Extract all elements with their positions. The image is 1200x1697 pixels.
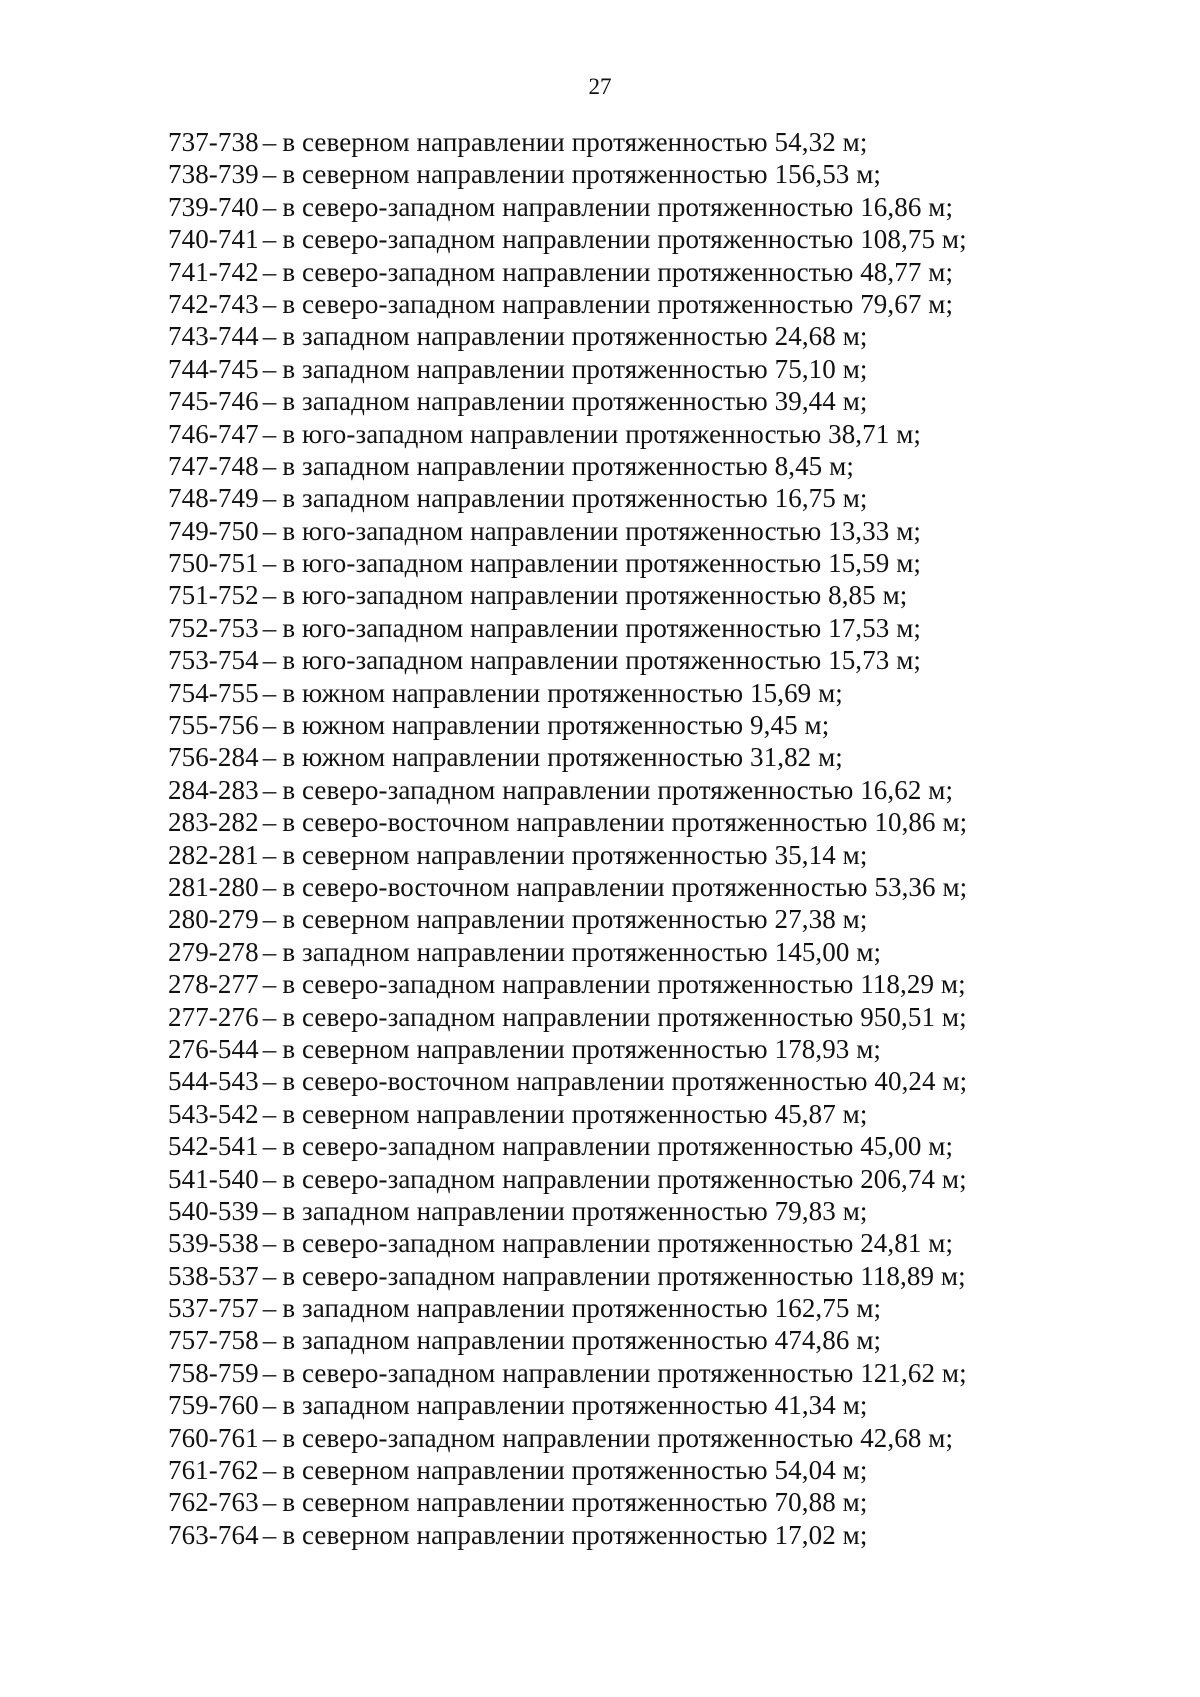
list-item xyxy=(168,709,1068,741)
segment-id: 740-741 xyxy=(168,224,259,255)
list-item xyxy=(168,288,1068,320)
dash-separator: – xyxy=(262,515,277,546)
dash-separator: – xyxy=(262,483,277,514)
segment-description: в северо-западном направлении протяженностью 16,86 м; xyxy=(282,191,954,222)
segment-id: 542-541 xyxy=(168,1131,259,1162)
dash-separator: – xyxy=(262,224,277,255)
segment-description: в южном направлении протяженностью 9,45 м; xyxy=(282,710,830,741)
dash-separator: – xyxy=(262,1195,277,1226)
segment-id: 279-278 xyxy=(168,936,259,967)
list-item xyxy=(168,547,1068,579)
segment-id: 738-739 xyxy=(168,159,259,190)
segment-description: в западном направлении протяженностью 39,44 м; xyxy=(282,386,868,417)
segment-id: 752-753 xyxy=(168,612,259,643)
list-item xyxy=(168,774,1068,806)
segment-id: 541-540 xyxy=(168,1163,259,1194)
segment-id: 757-758 xyxy=(168,1325,259,1356)
segment-id: 543-542 xyxy=(168,1098,259,1129)
list-item xyxy=(168,1324,1068,1356)
segment-id: 280-279 xyxy=(168,904,259,935)
list-item xyxy=(168,1098,1068,1130)
dash-separator: – xyxy=(262,450,277,481)
dash-separator: – xyxy=(262,1519,277,1550)
dash-separator: – xyxy=(262,612,277,643)
list-item xyxy=(168,1033,1068,1065)
segment-id: 755-756 xyxy=(168,710,259,741)
dash-separator: – xyxy=(262,1487,277,1518)
list-item xyxy=(168,1001,1068,1033)
segment-description: в юго-западном направлении протяженностью 15,59 м; xyxy=(282,548,921,579)
list-item xyxy=(168,126,1068,158)
segment-description: в северо-западном направлении протяженностью 206,74 м; xyxy=(282,1163,967,1194)
dash-separator: – xyxy=(262,677,277,708)
list-item xyxy=(168,1422,1068,1454)
dash-separator: – xyxy=(262,127,277,157)
segment-description: в северо-западном направлении протяженностью 42,68 м; xyxy=(282,1422,954,1453)
segment-id: 742-743 xyxy=(168,288,259,319)
segment-id: 739-740 xyxy=(168,191,259,222)
list-item xyxy=(168,1389,1068,1421)
dash-separator: – xyxy=(262,191,277,222)
segment-description: в западном направлении протяженностью 16,75 м; xyxy=(282,483,868,514)
segment-description: в юго-западном направлении протяженностью 15,73 м; xyxy=(282,645,921,676)
list-item xyxy=(168,256,1068,288)
segment-description: в северном направлении протяженностью 54,04 м; xyxy=(282,1455,868,1486)
dash-separator: – xyxy=(262,936,277,967)
list-item xyxy=(168,871,1068,903)
list-item xyxy=(168,1227,1068,1259)
list-item xyxy=(168,806,1068,838)
segment-description: в западном направлении протяженностью 41,34 м; xyxy=(282,1390,868,1421)
segment-id: 754-755 xyxy=(168,677,259,708)
segment-id: 759-760 xyxy=(168,1390,259,1421)
list-item xyxy=(168,450,1068,482)
list-item xyxy=(168,903,1068,935)
list-item xyxy=(168,515,1068,547)
list-item xyxy=(168,191,1068,223)
segment-id: 745-746 xyxy=(168,386,259,417)
dash-separator: – xyxy=(262,1293,277,1324)
dash-separator: – xyxy=(262,1357,277,1388)
segment-description: в западном направлении протяженностью 24,68 м; xyxy=(282,321,868,352)
segment-description: в западном направлении протяженностью 474,86 м; xyxy=(282,1325,882,1356)
list-item xyxy=(168,579,1068,611)
dash-separator: – xyxy=(262,288,277,319)
list-item xyxy=(168,1130,1068,1162)
segment-id: 751-752 xyxy=(168,580,259,611)
segment-description: в северном направлении протяженностью 27,38 м; xyxy=(282,904,868,935)
segment-id: 539-538 xyxy=(168,1228,259,1259)
segment-description: в северо-западном направлении протяженностью 24,81 м; xyxy=(282,1228,954,1259)
list-item xyxy=(168,1357,1068,1389)
segment-id: 747-748 xyxy=(168,450,259,481)
segment-description: в северном направлении протяженностью 54,32 м; xyxy=(282,127,868,157)
segment-id: 737-738 xyxy=(168,127,259,157)
segment-description: в западном направлении протяженностью 79,83 м; xyxy=(282,1195,868,1226)
dash-separator: – xyxy=(262,256,277,287)
segment-id: 749-750 xyxy=(168,515,259,546)
dash-separator: – xyxy=(262,1455,277,1486)
segment-description: в северо-западном направлении протяженностью 950,51 м; xyxy=(282,1001,967,1032)
segment-description: в северо-западном направлении протяженностью 118,89 м; xyxy=(282,1260,966,1291)
segment-id: 537-757 xyxy=(168,1293,259,1324)
dash-separator: – xyxy=(262,580,277,611)
dash-separator: – xyxy=(262,1260,277,1291)
dash-separator: – xyxy=(262,1325,277,1356)
segment-id: 746-747 xyxy=(168,418,259,449)
segment-description: в северо-западном направлении протяженностью 108,75 м; xyxy=(282,224,967,255)
segment-description: в северо-восточном направлении протяженностью 40,24 м; xyxy=(282,1066,968,1097)
segment-id: 538-537 xyxy=(168,1260,259,1291)
segment-id: 756-284 xyxy=(168,742,259,773)
list-item xyxy=(168,1454,1068,1486)
dash-separator: – xyxy=(262,1228,277,1259)
list-item xyxy=(168,418,1068,450)
segment-description: в северо-западном направлении протяженностью 45,00 м; xyxy=(282,1131,954,1162)
segment-id: 540-539 xyxy=(168,1195,259,1226)
segment-id: 748-749 xyxy=(168,483,259,514)
list-item xyxy=(168,1486,1068,1518)
list-item xyxy=(168,839,1068,871)
list-item xyxy=(168,223,1068,255)
dash-separator: – xyxy=(262,871,277,902)
list-item xyxy=(168,385,1068,417)
segment-description: в северном направлении протяженностью 17,02 м; xyxy=(282,1519,868,1550)
segment-description: в северо-восточном направлении протяженностью 10,86 м; xyxy=(282,807,968,838)
dash-separator: – xyxy=(262,1163,277,1194)
dash-separator: – xyxy=(262,418,277,449)
segment-description: в южном направлении протяженностью 31,82 м; xyxy=(282,742,843,773)
list-item xyxy=(168,1065,1068,1097)
segment-description: в северном направлении протяженностью 70,88 м; xyxy=(282,1487,868,1518)
segment-id: 282-281 xyxy=(168,839,259,870)
segment-description: в северо-западном направлении протяженностью 121,62 м; xyxy=(282,1357,967,1388)
segment-id: 278-277 xyxy=(168,969,259,1000)
dash-separator: – xyxy=(262,1033,277,1064)
segment-id: 743-744 xyxy=(168,321,259,352)
dash-separator: – xyxy=(262,807,277,838)
list-item xyxy=(168,677,1068,709)
segment-id: 750-751 xyxy=(168,548,259,579)
segment-description: в северо-восточном направлении протяженностью 53,36 м; xyxy=(282,871,968,902)
dash-separator: – xyxy=(262,1131,277,1162)
dash-separator: – xyxy=(262,774,277,805)
list-item xyxy=(168,936,1068,968)
dash-separator: – xyxy=(262,1066,277,1097)
segment-id: 744-745 xyxy=(168,353,259,384)
list-item xyxy=(168,741,1068,773)
segment-description: в северо-западном направлении протяженностью 16,62 м; xyxy=(282,774,954,805)
list-item xyxy=(168,612,1068,644)
dash-separator: – xyxy=(262,710,277,741)
list-item xyxy=(168,320,1068,352)
segment-description: в западном направлении протяженностью 162,75 м; xyxy=(282,1293,882,1324)
dash-separator: – xyxy=(262,1001,277,1032)
list-item xyxy=(168,644,1068,676)
segment-description: в северо-западном направлении протяженностью 118,29 м; xyxy=(282,969,966,1000)
segment-id: 761-762 xyxy=(168,1455,259,1486)
page-number: 27 xyxy=(588,74,612,99)
segment-id: 760-761 xyxy=(168,1422,259,1453)
segment-description: в северном направлении протяженностью 156,53 м; xyxy=(282,159,882,190)
segment-id: 276-544 xyxy=(168,1033,259,1064)
segment-id: 758-759 xyxy=(168,1357,259,1388)
dash-separator: – xyxy=(262,548,277,579)
list-item xyxy=(168,1260,1068,1292)
segment-id: 762-763 xyxy=(168,1487,259,1518)
segment-description: в западном направлении протяженностью 8,45 м; xyxy=(282,450,854,481)
list-item xyxy=(168,353,1068,385)
dash-separator: – xyxy=(262,321,277,352)
segment-description: в западном направлении протяженностью 75,10 м; xyxy=(282,353,868,384)
list-item xyxy=(168,1292,1068,1324)
list-item xyxy=(168,1519,1068,1551)
segment-description: в северо-западном направлении протяженностью 48,77 м; xyxy=(282,256,954,287)
list-item xyxy=(168,1195,1068,1227)
segment-description: в западном направлении протяженностью 145,00 м; xyxy=(282,936,882,967)
segment-description: в южном направлении протяженностью 15,69 м; xyxy=(282,677,843,708)
segment-description: в юго-западном направлении протяженностью 38,71 м; xyxy=(282,418,921,449)
list-item xyxy=(168,158,1068,190)
dash-separator: – xyxy=(262,386,277,417)
segment-id: 277-276 xyxy=(168,1001,259,1032)
dash-separator: – xyxy=(262,353,277,384)
segment-id: 281-280 xyxy=(168,871,259,902)
dash-separator: – xyxy=(262,839,277,870)
list-item xyxy=(168,482,1068,514)
dash-separator: – xyxy=(262,645,277,676)
segment-id: 753-754 xyxy=(168,645,259,676)
dash-separator: – xyxy=(262,159,277,190)
segment-description: в юго-западном направлении протяженностью 17,53 м; xyxy=(282,612,921,643)
segment-description: в юго-западном направлении протяженностью 8,85 м; xyxy=(282,580,908,611)
segment-description: в северном направлении протяженностью 178,93 м; xyxy=(282,1033,882,1064)
dash-separator: – xyxy=(262,969,277,1000)
dash-separator: – xyxy=(262,1098,277,1129)
segment-id: 544-543 xyxy=(168,1066,259,1097)
segment-id: 763-764 xyxy=(168,1519,259,1550)
dash-separator: – xyxy=(262,1422,277,1453)
segment-description: в юго-западном направлении протяженностью 13,33 м; xyxy=(282,515,921,546)
list-item xyxy=(168,968,1068,1000)
segment-description: в северо-западном направлении протяженностью 79,67 м; xyxy=(282,288,954,319)
segment-description: в северном направлении протяженностью 45,87 м; xyxy=(282,1098,868,1129)
boundary-segment-list xyxy=(168,126,1068,1551)
dash-separator: – xyxy=(262,1390,277,1421)
dash-separator: – xyxy=(262,904,277,935)
segment-id: 283-282 xyxy=(168,807,259,838)
segment-id: 284-283 xyxy=(168,774,259,805)
segment-id: 741-742 xyxy=(168,256,259,287)
dash-separator: – xyxy=(262,742,277,773)
list-item xyxy=(168,1163,1068,1195)
segment-description: в северном направлении протяженностью 35,14 м; xyxy=(282,839,868,870)
